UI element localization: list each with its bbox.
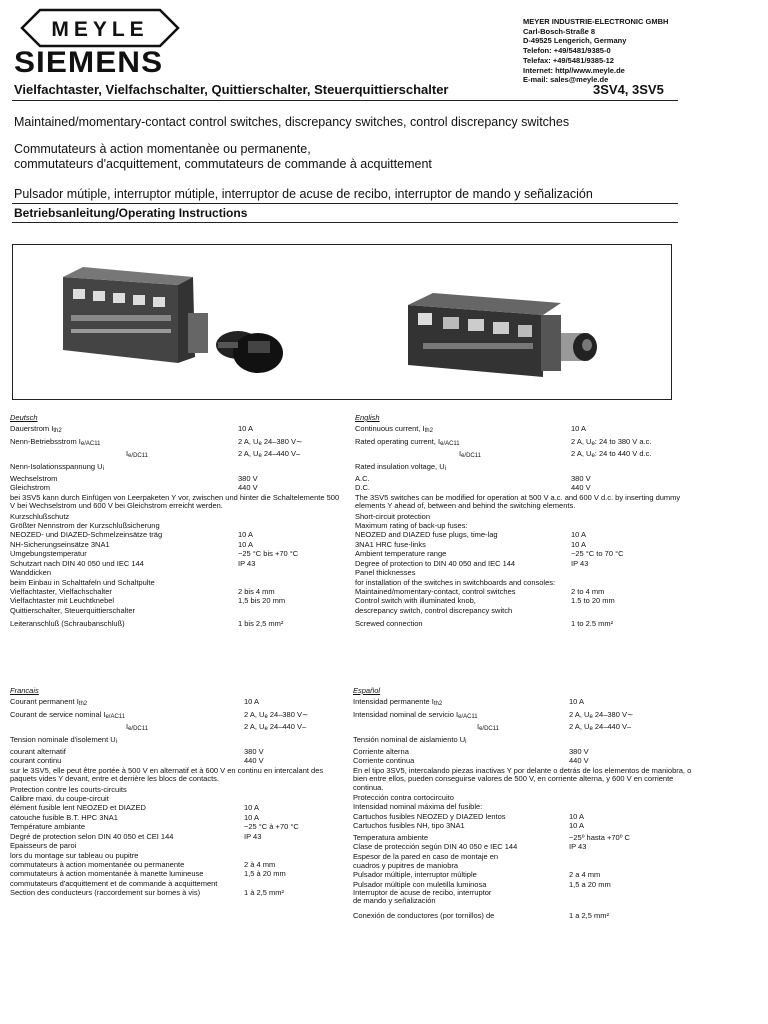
product-photo-frame xyxy=(12,244,672,400)
company-address xyxy=(523,17,668,85)
spec-label: descrepancy switch, control discrepancy switch xyxy=(355,605,513,615)
spec-label-text: Rated insulation voltage, U xyxy=(355,461,445,471)
spec-value: 24–380 V∼ xyxy=(592,709,634,719)
company-line: MEYER INDUSTRIE-ELECTRONIC GMBH xyxy=(523,17,669,26)
spec-value: −25 °C to 70 °C xyxy=(571,549,624,559)
spec-value: 2 to 4 mm xyxy=(571,586,605,596)
spec-label: Größter Nennstrom der Kurzschlußsicherung xyxy=(10,521,160,531)
spec-label: I xyxy=(126,722,129,732)
spec-row xyxy=(355,559,690,568)
spec-label: Rated operating current, I xyxy=(355,436,441,446)
section-espanol xyxy=(353,686,693,921)
spec-label-text: Tension nominale d'isolement U xyxy=(10,734,116,744)
spec-row xyxy=(10,449,345,461)
spec-value: 10 A xyxy=(244,812,260,822)
spec-row xyxy=(10,710,345,722)
spec-row xyxy=(10,596,345,605)
note-paragraph: bei 3SV5 kann durch Einfügen von Leerpaketen Y vor, zwischen und hinter die Schaltelemente 500 V bei Wechselstrom und 600 V bei Gleichstrom erreicht werden. xyxy=(10,492,340,511)
document-title: Vielfachtaster, Vielfachschalter, Quittierschalter, Steuerquittierschalter xyxy=(14,82,449,97)
spec-row xyxy=(355,530,690,539)
spec-value: 380 V xyxy=(244,747,264,757)
spec-label: élément fusible lent NEOZED et DIAZED xyxy=(10,803,146,813)
spec-label: D.C. xyxy=(355,483,370,493)
spec-label xyxy=(10,735,345,747)
spec-subscript: e xyxy=(264,713,268,720)
section-heading: Deutsch xyxy=(10,413,38,422)
spec-label: Control switch with illuminated knob, xyxy=(355,596,476,606)
spec-label: Dauerstrom I xyxy=(10,424,54,434)
spec-value: 440 V xyxy=(569,756,589,766)
spec-subscript: e/AC11 xyxy=(80,440,101,447)
note-paragraph: The 3SV5 switches can be modified for operation at 500 V a.c. and 600 V d.c. by inserting dummy elements Y ahead of, between and behind the switching elements. xyxy=(355,492,681,511)
spec-row xyxy=(355,596,690,605)
spec-label: Kurzschlußschutz xyxy=(10,511,70,521)
spec-label: Intensidad permanente I xyxy=(353,697,434,707)
spec-subscript: i xyxy=(444,465,446,472)
spec-label-text: Tensión nominal de aislamiento U xyxy=(353,734,466,744)
spec-value: IP 43 xyxy=(238,558,256,568)
meyle-logo xyxy=(20,8,180,50)
spec-row xyxy=(353,756,693,765)
section-heading: Español xyxy=(353,686,381,695)
spec-label: Corriente alterna xyxy=(353,747,409,757)
spec-value: 10 A xyxy=(571,424,587,434)
spec-label: Pulsador múltiple, interruptor múltiple xyxy=(353,870,477,880)
spec-value: −25 °C à +70 °C xyxy=(244,822,299,832)
spec-value: 2 A, U xyxy=(244,722,265,732)
spec-row xyxy=(10,888,345,897)
spec-subscript: e/DC11 xyxy=(128,453,148,460)
spec-value: 10 A xyxy=(238,530,254,540)
spec-value: 10 A xyxy=(244,803,260,813)
spec-label: for installation of the switches in switchboards and consoles: xyxy=(355,577,556,587)
spec-label: I xyxy=(126,449,129,459)
spec-row xyxy=(353,821,693,830)
spec-label: Protection contre les courts-circuits xyxy=(10,784,127,794)
spec-value: 24–380 V∼ xyxy=(267,709,309,719)
spec-row xyxy=(10,424,345,436)
spec-label: Courant permanent I xyxy=(10,697,79,707)
spec-row xyxy=(10,587,345,596)
spec-label: Protección contra cortocircuito xyxy=(353,793,454,803)
spec-label: I xyxy=(477,722,480,732)
spec-label: Degree of protection to DIN 40 050 and IEC 144 xyxy=(355,558,516,568)
spec-value: 2 a 4 mm xyxy=(569,870,601,880)
spec-value: 440 V xyxy=(571,483,591,493)
spec-label: NEOZED- und DIAZED-Schmelzeinsätze träg xyxy=(10,530,163,540)
spec-subscript: e/AC11 xyxy=(458,713,478,720)
spec-row xyxy=(355,587,690,596)
spec-label: Conexión de conductores (por tornillos) de xyxy=(353,911,495,921)
spec-row xyxy=(10,619,345,628)
spec-label: Corriente continua xyxy=(353,756,415,766)
spec-row xyxy=(10,549,345,558)
spec-label: Panel thicknesses xyxy=(355,568,416,578)
spec-label: I xyxy=(459,449,462,459)
spec-label: Leiteranschluß (Schraubanschluß) xyxy=(10,619,125,629)
spec-row xyxy=(10,437,345,449)
spec-subscript: e/DC11 xyxy=(479,726,499,733)
spec-label: catouche fusible B.T. HPC 3NA1 xyxy=(10,812,118,822)
spec-value: 1,5 a 20 mm xyxy=(569,879,611,889)
siemens-logo: SIEMENS xyxy=(14,46,164,79)
section-heading: Francais xyxy=(10,686,39,695)
spec-label: A.C. xyxy=(355,474,370,484)
spec-label-text: Nenn-Isolationsspannung U xyxy=(10,461,103,471)
spec-subscript: e/AC11 xyxy=(440,440,460,447)
spec-value: 380 V xyxy=(569,747,589,757)
company-line: D-49525 Lengerich, Germany xyxy=(523,36,627,46)
spec-row xyxy=(355,483,690,492)
switch-left-image xyxy=(63,267,283,373)
spec-subscript: e xyxy=(264,726,268,733)
spec-label: Pulsador múltiple con muletilla luminosa xyxy=(353,879,487,889)
spec-label: commutateurs à action momentanée à manette lumineuse xyxy=(10,869,204,879)
spec-value: 10 A xyxy=(238,424,254,434)
section-english xyxy=(355,413,690,629)
spec-subscript: i xyxy=(115,738,117,745)
spec-label: NEOZED and DIAZED fuse plugs, time-lag xyxy=(355,530,498,540)
spec-label: Continuous current, I xyxy=(355,424,425,434)
spec-subscript: e xyxy=(591,453,595,460)
spec-value: 10 A xyxy=(571,530,587,540)
spec-label: Vielfachtaster mit Leuchtknebel xyxy=(10,596,115,606)
spec-value: 380 V xyxy=(571,474,591,484)
spec-label: Maximum rating of back-up fuses: xyxy=(355,521,468,531)
spec-subscript: e/DC11 xyxy=(128,726,148,733)
spec-subscript: e xyxy=(591,440,595,447)
spec-label: Umgebungstemperatur xyxy=(10,549,87,559)
spec-value: 10 A xyxy=(569,697,585,707)
spec-row xyxy=(10,722,345,734)
spec-value: 2 A, U xyxy=(571,436,592,446)
divider xyxy=(12,100,678,101)
spec-value: 440 V xyxy=(244,756,264,766)
spec-label: Temperatura ambiente xyxy=(353,832,429,842)
spec-row xyxy=(10,869,345,878)
spec-value: : 24 to 440 V d.c. xyxy=(594,449,652,459)
spec-row xyxy=(10,822,345,831)
subtitle-es: Pulsador mútiple, interruptor mútiple, interruptor de acuse de recibo, interruptor de mando y señalización xyxy=(14,187,593,201)
spec-subscript: e xyxy=(589,726,593,733)
spec-label: Gleichstrom xyxy=(10,483,51,493)
spec-label: Courant de service nominal I xyxy=(10,709,106,719)
spec-label: Calibre maxi. du coupe-circuit xyxy=(10,794,109,804)
spec-value: 24–440 V– xyxy=(261,449,301,459)
spec-label: Cartuchos fusibles NEOZED y DIAZED lentos xyxy=(353,811,506,821)
spec-label: commutateurs à action momentanée ou permanente xyxy=(10,859,185,869)
spec-value: 2 à 4 mm xyxy=(244,859,276,869)
spec-value: IP 43 xyxy=(244,831,262,841)
section-heading: English xyxy=(355,413,380,422)
spec-value: −25 °C bis +70 °C xyxy=(238,549,299,559)
spec-row xyxy=(355,474,690,483)
spec-row xyxy=(353,747,693,756)
spec-row xyxy=(355,540,690,549)
spec-label: Epaisseurs de paroi xyxy=(10,841,77,851)
spec-row xyxy=(353,710,693,722)
spec-value: −25º hasta +70º C xyxy=(569,832,630,842)
meyle-logo-text: MEYLE xyxy=(51,18,149,41)
spec-label xyxy=(10,462,345,474)
divider xyxy=(12,203,678,204)
spec-value: 10 A xyxy=(244,697,260,707)
subtitle-fr-1: Commutateurs à action momentanèe ou permanente, xyxy=(14,142,311,156)
spec-value: 2 A, U xyxy=(569,709,590,719)
spec-value: 1 bis 2,5 mm² xyxy=(238,619,284,629)
company-line: Telefon: +49/5481/9385-0 xyxy=(523,46,611,56)
company-line: Telefax: +49/5481/9385-12 xyxy=(523,55,614,65)
spec-row xyxy=(10,813,345,822)
spec-subscript: i xyxy=(465,738,467,745)
spec-value: 1 to 2.5 mm² xyxy=(571,619,614,629)
spec-label: Intensidad nominal de servicio I xyxy=(353,709,459,719)
spec-label: courant alternatif xyxy=(10,747,66,757)
spec-label: cuadros y pupitres de maniobra xyxy=(353,860,459,870)
spec-value: 1,5 bis 20 mm xyxy=(238,596,286,606)
spec-label: Espesor de la pared en caso de montaje en xyxy=(353,851,499,861)
spec-row xyxy=(355,449,690,461)
spec-label: Schutzart nach DIN 40 050 und IEC 144 xyxy=(10,558,144,568)
company-line: Carl-Bosch-Straße 8 xyxy=(523,26,596,36)
subtitle-en: Maintained/momentary-contact control switches, discrepancy switches, control discrepancy switches xyxy=(14,115,570,129)
spec-value: 380 V xyxy=(238,474,258,484)
spec-label xyxy=(355,462,690,474)
spec-label: Clase de protección según DIN 40 050 e IEC 144 xyxy=(353,842,518,852)
spec-label: Quittierschalter, Steuerquittierschalter xyxy=(10,605,136,615)
spec-label: Wechselstrom xyxy=(10,474,58,484)
model-number: 3SV4, 3SV5 xyxy=(593,82,664,97)
spec-value: 2 bis 4 mm xyxy=(238,586,275,596)
spec-row xyxy=(355,437,690,449)
spec-value: 24–440 V– xyxy=(592,722,632,732)
spec-row xyxy=(10,540,345,549)
spec-value: IP 43 xyxy=(569,842,587,852)
spec-row xyxy=(353,722,693,734)
spec-label: Vielfachtaster, Vielfachschalter xyxy=(10,586,112,596)
spec-row xyxy=(10,530,345,539)
spec-label: Cartuchos fusibles NH, tipo 3NA1 xyxy=(353,821,465,831)
spec-value: IP 43 xyxy=(571,558,589,568)
spec-label: Température ambiante xyxy=(10,822,86,832)
spec-subscript: i xyxy=(102,465,104,472)
spec-row xyxy=(10,860,345,869)
spec-row xyxy=(353,697,693,709)
spec-subscript: th2 xyxy=(424,428,433,435)
spec-subscript: th2 xyxy=(53,428,62,435)
spec-label: Interruptor de acuse de recibo, interruptor de mando y señalización xyxy=(353,888,492,906)
spec-value: 24–380 V∼ xyxy=(261,436,303,446)
spec-row xyxy=(353,870,693,879)
operating-instructions-title: Betriebsanleitung/Operating Instructions xyxy=(14,206,248,220)
spec-value: 24–440 V– xyxy=(267,722,307,732)
spec-value: 2 A, U xyxy=(238,436,259,446)
divider xyxy=(12,222,678,223)
spec-label: courant continu xyxy=(10,756,62,766)
spec-row xyxy=(10,747,345,756)
spec-row xyxy=(10,474,345,483)
spec-row xyxy=(355,619,690,628)
spec-value: 2 A, U xyxy=(244,709,265,719)
spec-subscript: th2 xyxy=(78,701,88,708)
spec-label: 3NA1 HRC fuse-links xyxy=(355,539,426,549)
spec-value: 1.5 to 20 mm xyxy=(571,596,615,606)
spec-subscript: e xyxy=(589,713,593,720)
spec-value: 10 A xyxy=(569,821,585,831)
spec-row xyxy=(10,803,345,812)
spec-label: Wanddicken xyxy=(10,568,51,578)
spec-value: 2 A, U xyxy=(569,722,590,732)
spec-row xyxy=(10,483,345,492)
spec-row xyxy=(355,424,690,436)
spec-value: 10 A xyxy=(571,539,587,549)
spec-subscript: e/DC11 xyxy=(461,453,481,460)
spec-row xyxy=(10,559,345,568)
spec-value: 1 à 2,5 mm² xyxy=(244,888,285,898)
company-line: Internet: http//www.meyle.de xyxy=(523,65,625,75)
spec-label: beim Einbau in Schalttafeln und Schaltpulte xyxy=(10,577,155,587)
spec-label: Section des conducteurs (raccordement sur bornes à vis) xyxy=(10,888,201,898)
switch-right-image xyxy=(408,293,597,377)
spec-row xyxy=(353,812,693,821)
spec-value: 1,5 à 20 mm xyxy=(244,869,286,879)
spec-row xyxy=(353,833,693,842)
spec-row xyxy=(10,832,345,841)
spec-label: lors du montage sur tableau ou pupitre xyxy=(10,850,139,860)
switch-photo xyxy=(13,245,672,400)
company-line: E-mail: sales@meyle.de xyxy=(523,75,609,85)
spec-value: : 24 to 380 V a.c. xyxy=(594,436,652,446)
section-francais xyxy=(10,686,345,898)
spec-row xyxy=(355,549,690,558)
spec-value: 10 A xyxy=(238,539,254,549)
spec-value: 2 A, U xyxy=(238,449,259,459)
spec-label: NH-Sicherungseinsätze 3NA1 xyxy=(10,539,110,549)
subtitle-fr-2: commutateurs d'acquittement, commutateurs de commande à acquittement xyxy=(14,157,432,171)
note-paragraph: sur le 3SV5, elle peut être portée à 500 V en alternatif et à 600 V en continu en intercalant des paquets vides Y devant, entre et derrière les blocs de contacts. xyxy=(10,765,324,784)
spec-label: Nenn-Betriebsstrom I xyxy=(10,436,81,446)
spec-label: Intensidad nominal máxima del fusible: xyxy=(353,802,483,812)
spec-subscript: e xyxy=(258,453,262,460)
spec-label: commutateurs d'acquittement et de commande à acquittement xyxy=(10,878,218,888)
spec-label: Ambient temperature range xyxy=(355,549,447,559)
spec-value: 10 A xyxy=(569,811,585,821)
spec-value: 2 A, U xyxy=(571,449,592,459)
spec-label xyxy=(353,735,693,747)
spec-row xyxy=(10,756,345,765)
spec-row xyxy=(353,842,693,851)
spec-label: Screwed connection xyxy=(355,619,423,629)
spec-label: Short-circuit protection xyxy=(355,511,431,521)
note-paragraph: En el tipo 3SV5, intercalando piezas inactivas Y por delante o detrás de los elementos de maniobra, o bien entre ellos, pueden conseguirse valores de 500 V, en corriente alterna, y 600 V en corriente continua. xyxy=(353,765,692,792)
spec-subscript: e/AC11 xyxy=(105,713,126,720)
spec-label: Degré de protection selon DIN 40 050 et CEI 144 xyxy=(10,831,174,841)
spec-row xyxy=(10,697,345,709)
spec-value: 1 a 2,5 mm² xyxy=(569,911,610,921)
spec-subscript: th2 xyxy=(433,701,443,708)
spec-row xyxy=(353,911,693,920)
spec-value: 440 V xyxy=(238,483,258,493)
spec-label: Maintained/momentary-contact, control switches xyxy=(355,586,516,596)
spec-subscript: e xyxy=(258,440,262,447)
section-deutsch xyxy=(10,413,345,629)
